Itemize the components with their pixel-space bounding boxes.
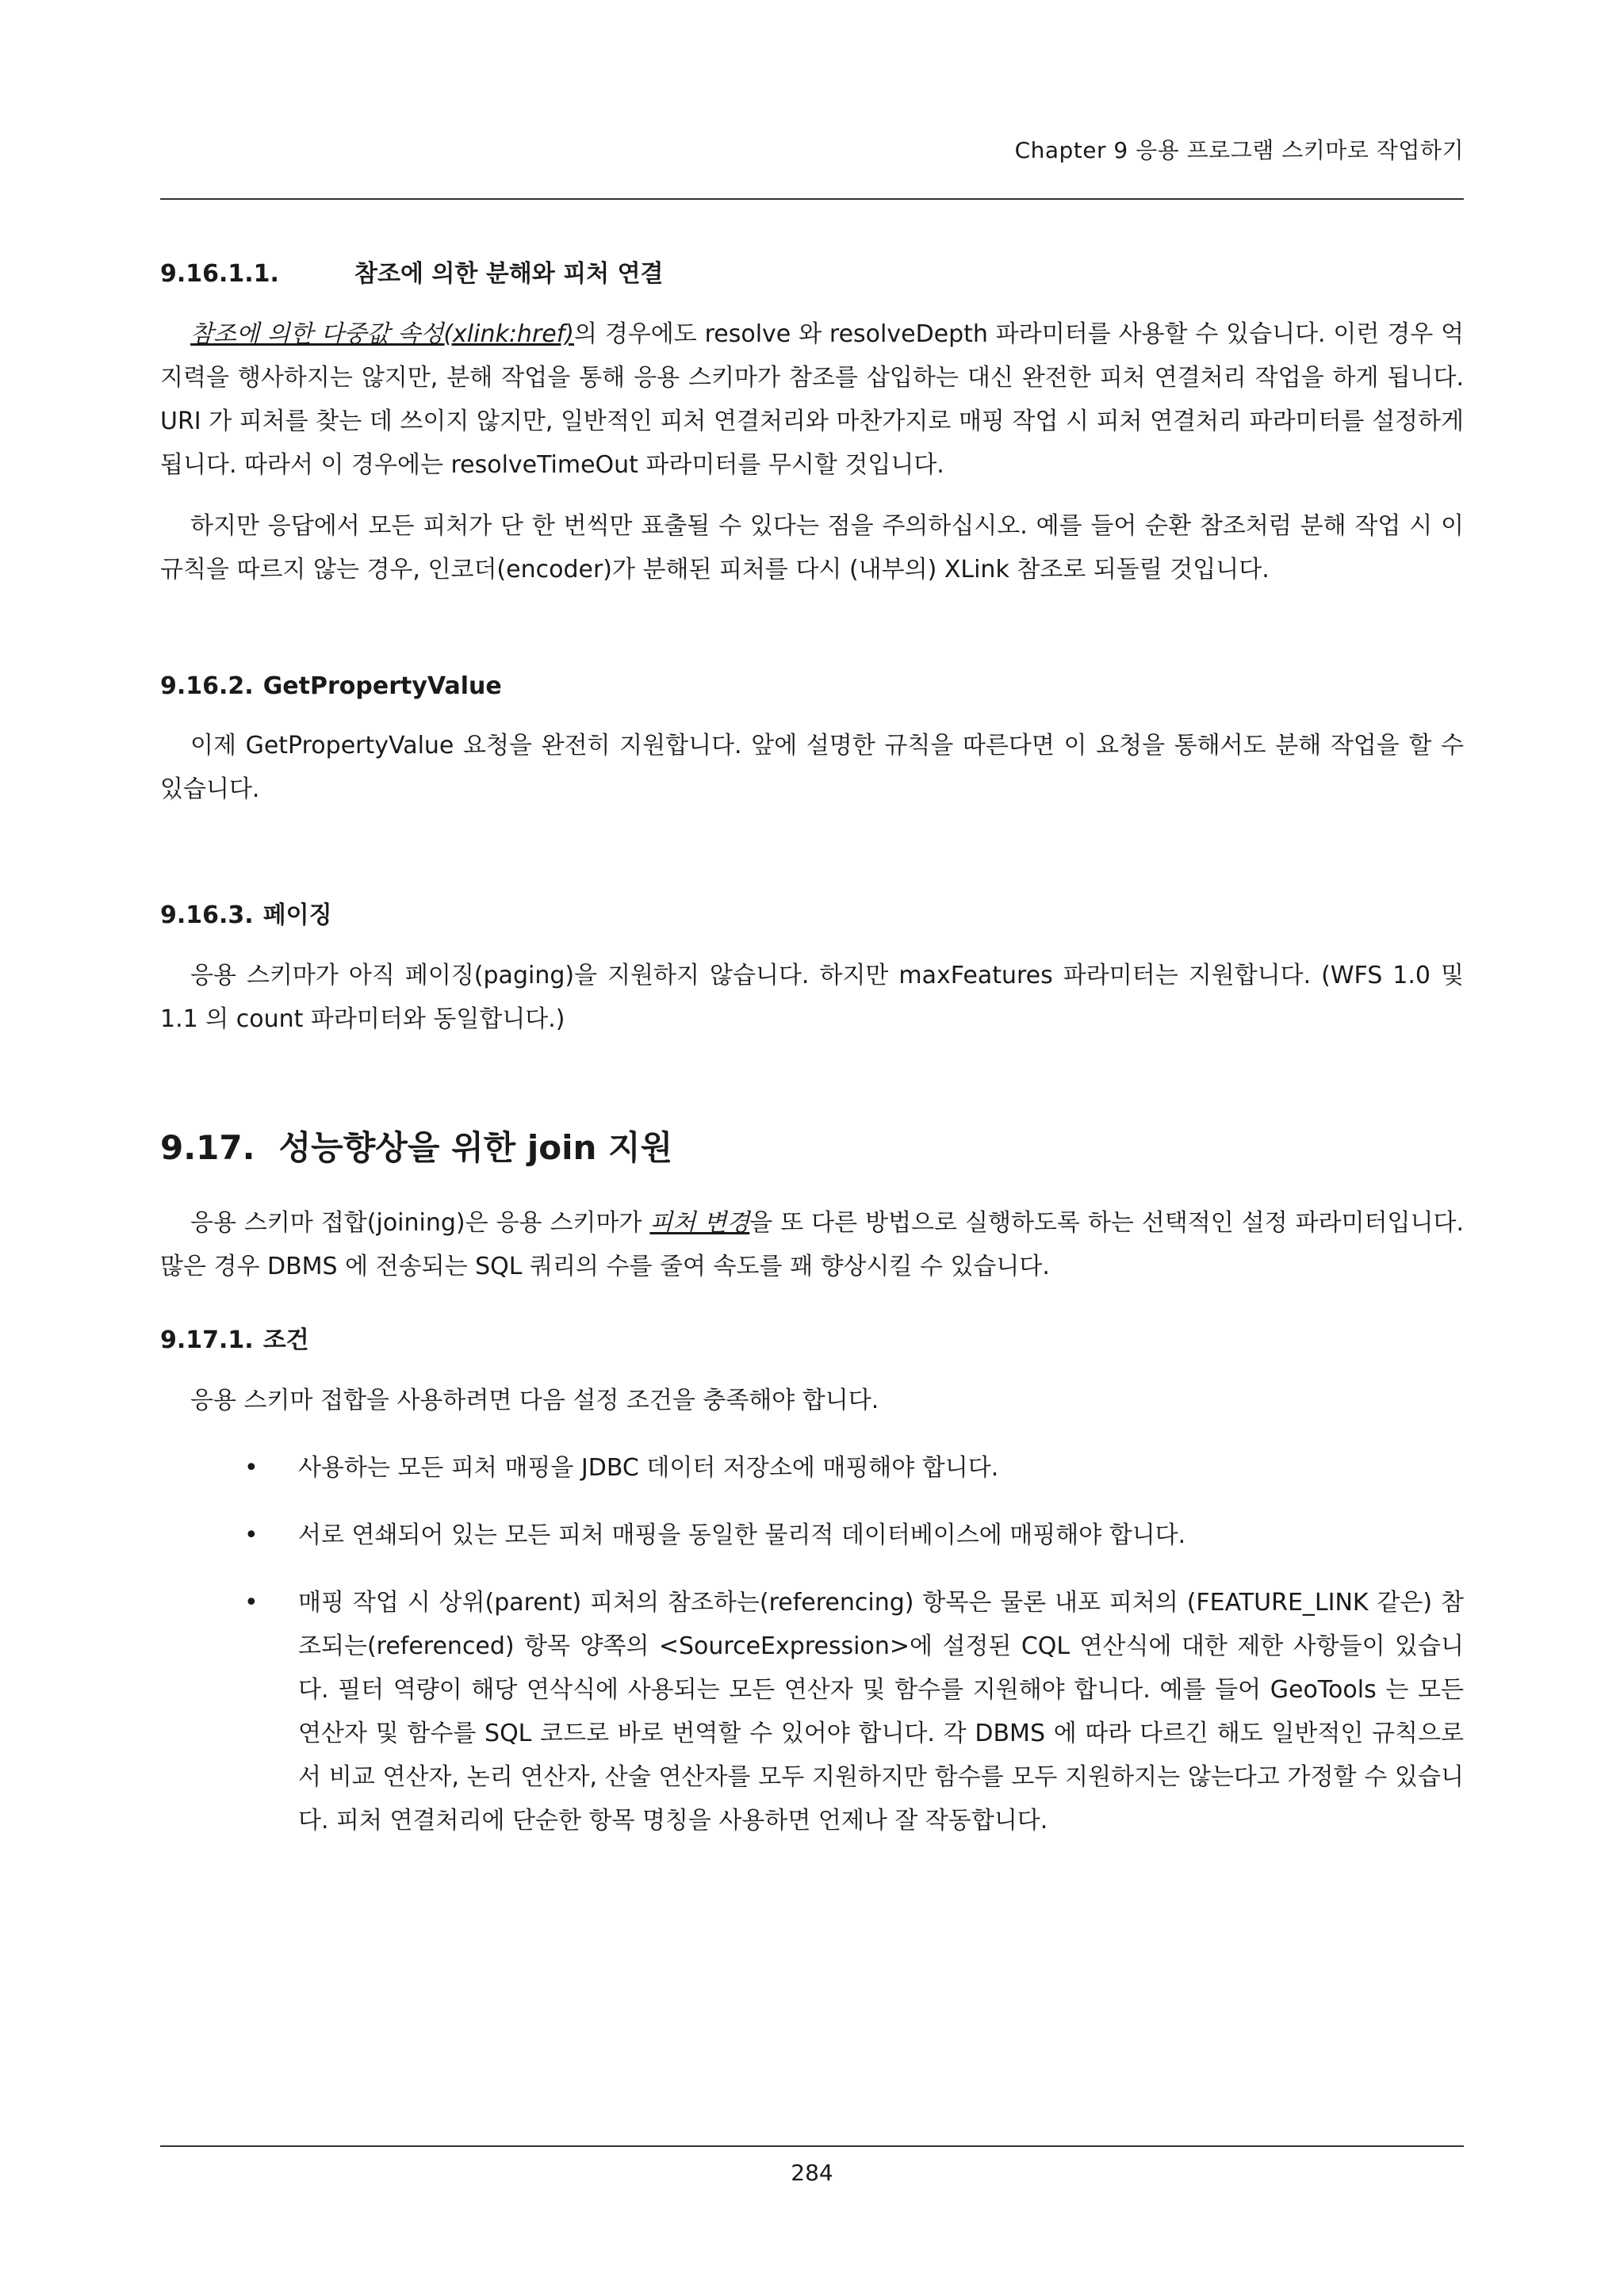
paragraph-text: 의 경우에도 resolve 와 resolveDepth 파라미터를 사용할 수 있습니다. 이런 경우 억지력을 행사하지는 않지만, 분해 작업을 통해 응용 스키마가 참조를 삽입하는 대신 완전한 피처 연결처리 작업을 하게 됩니다. URI 가 피처를 찾는 데 쓰이지 않지만, 일반적인 피처 연결처리와 마찬가지로 매핑 작업 시 피처 연결처리 파라미터를 설정하게 됩니다. 따라서 이 경우에는 resolveTimeOut 파라미터를 무시할 것입니다. bbox=[160, 320, 1464, 479]
bullet-icon: • bbox=[244, 1521, 259, 1549]
list-item bbox=[160, 1446, 1464, 1490]
section-number: 9.17.1. bbox=[160, 1326, 254, 1354]
requirements-list bbox=[160, 1446, 1464, 1843]
list-item-text: 매핑 작업 시 상위(parent) 피처의 참조하는(referencing) 항목은 물론 내포 피처의 (FEATURE_LINK 같은) 참조되는(referenced) 항목 양쪽의 <SourceExpression>에 설정된 CQL 연산식에 대한 제한 사항들이 있습니다. 필터 역량이 해당 연삭식에 사용되는 모든 연산자 및 함수를 지원해야 합니다. 예를 들어 GeoTools 는 모든 연산자 및 함수를 SQL 코드로 바로 번역할 수 있어야 합니다. 각 DBMS 에 따라 다르긴 해도 일반적인 규칙으로서 비교 연산자, 논리 연산자, 산술 연산자를 모두 지원하지만 함수를 모두 지원하지는 않는다고 가정할 수 있습니다. 피처 연결처리에 단순한 항목 명칭을 사용하면 언제나 잘 작동합니다. bbox=[298, 1589, 1464, 1835]
section-heading-9-17 bbox=[160, 1122, 1464, 1169]
page-number: 284 bbox=[791, 2160, 833, 2186]
list-item-text: 서로 연쇄되어 있는 모든 피처 매핑을 동일한 물리적 데이터베이스에 매핑해야 합니다. bbox=[298, 1521, 1186, 1549]
section-number: 9.17. bbox=[160, 1128, 255, 1167]
paragraph: 응용 스키마가 아직 페이징(paging)을 지원하지 않습니다. 하지만 maxFeatures 파라미터는 지원합니다. (WFS 1.0 및 1.1 의 count 파라미터와 동일합니다.) bbox=[160, 962, 1464, 1033]
list-item-text: 사용하는 모든 피처 매핑을 JDBC 데이터 저장소에 매핑해야 합니다. bbox=[298, 1454, 999, 1482]
page-content bbox=[160, 230, 1464, 1843]
section-number: 9.16.2. bbox=[160, 672, 254, 700]
section-number: 9.16.3. bbox=[160, 901, 254, 929]
section-title: 조건 bbox=[262, 1326, 309, 1354]
section-title: 성능향상을 위한 join 지원 bbox=[278, 1128, 673, 1167]
section-title: 페이징 bbox=[262, 901, 332, 929]
section-heading-9-17-1 bbox=[160, 1320, 1464, 1355]
footer-divider bbox=[160, 2145, 1464, 2147]
section-heading-9-16-3 bbox=[160, 895, 1464, 930]
paragraph: 이제 GetPropertyValue 요청을 완전히 지원합니다. 앞에 설명한 규칙을 따른다면 이 요청을 통해서도 분해 작업을 할 수 있습니다. bbox=[160, 732, 1464, 803]
bullet-icon: • bbox=[244, 1454, 259, 1482]
section-number: 9.16.1.1. bbox=[160, 260, 279, 288]
section-title: GetPropertyValue bbox=[262, 672, 502, 700]
cross-reference-link[interactable]: 피처 변경 bbox=[649, 1209, 750, 1237]
section-title: 참조에 의한 분해와 피처 연결 bbox=[354, 260, 664, 288]
paragraph: 응용 스키마 접합을 사용하려면 다음 설정 조건을 충족해야 합니다. bbox=[190, 1387, 879, 1414]
section-heading-9-16-1-1 bbox=[160, 254, 1464, 289]
list-item bbox=[160, 1513, 1464, 1557]
paragraph-text: 응용 스키마 접합(joining)은 응용 스키마가 bbox=[190, 1209, 650, 1237]
paragraph bbox=[160, 312, 1464, 487]
paragraph bbox=[160, 1201, 1464, 1288]
running-header: Chapter 9 응용 프로그램 스키마로 작업하기 bbox=[1014, 137, 1464, 163]
cross-reference-link[interactable]: 참조에 의한 다중값 속성(xlink:href) bbox=[190, 320, 575, 348]
bullet-icon: • bbox=[244, 1589, 259, 1617]
paragraph-text: 을 또 다른 방법으로 실행하도록 하는 선택적인 설정 파라미터입니다. 많은 경우 DBMS 에 전송되는 SQL 쿼리의 수를 줄여 속도를 꽤 향상시킬 수 있습니다. bbox=[160, 1209, 1464, 1280]
header-divider bbox=[160, 198, 1464, 200]
paragraph: 하지만 응답에서 모든 피처가 단 한 번씩만 표출될 수 있다는 점을 주의하십시오. 예를 들어 순환 참조처럼 분해 작업 시 이 규칙을 따르지 않는 경우, 인코더(encoder)가 분해된 피처를 다시 (내부의) XLink 참조로 되돌릴 것입니다. bbox=[160, 512, 1464, 584]
list-item bbox=[160, 1581, 1464, 1843]
section-heading-9-16-2 bbox=[160, 672, 1464, 700]
